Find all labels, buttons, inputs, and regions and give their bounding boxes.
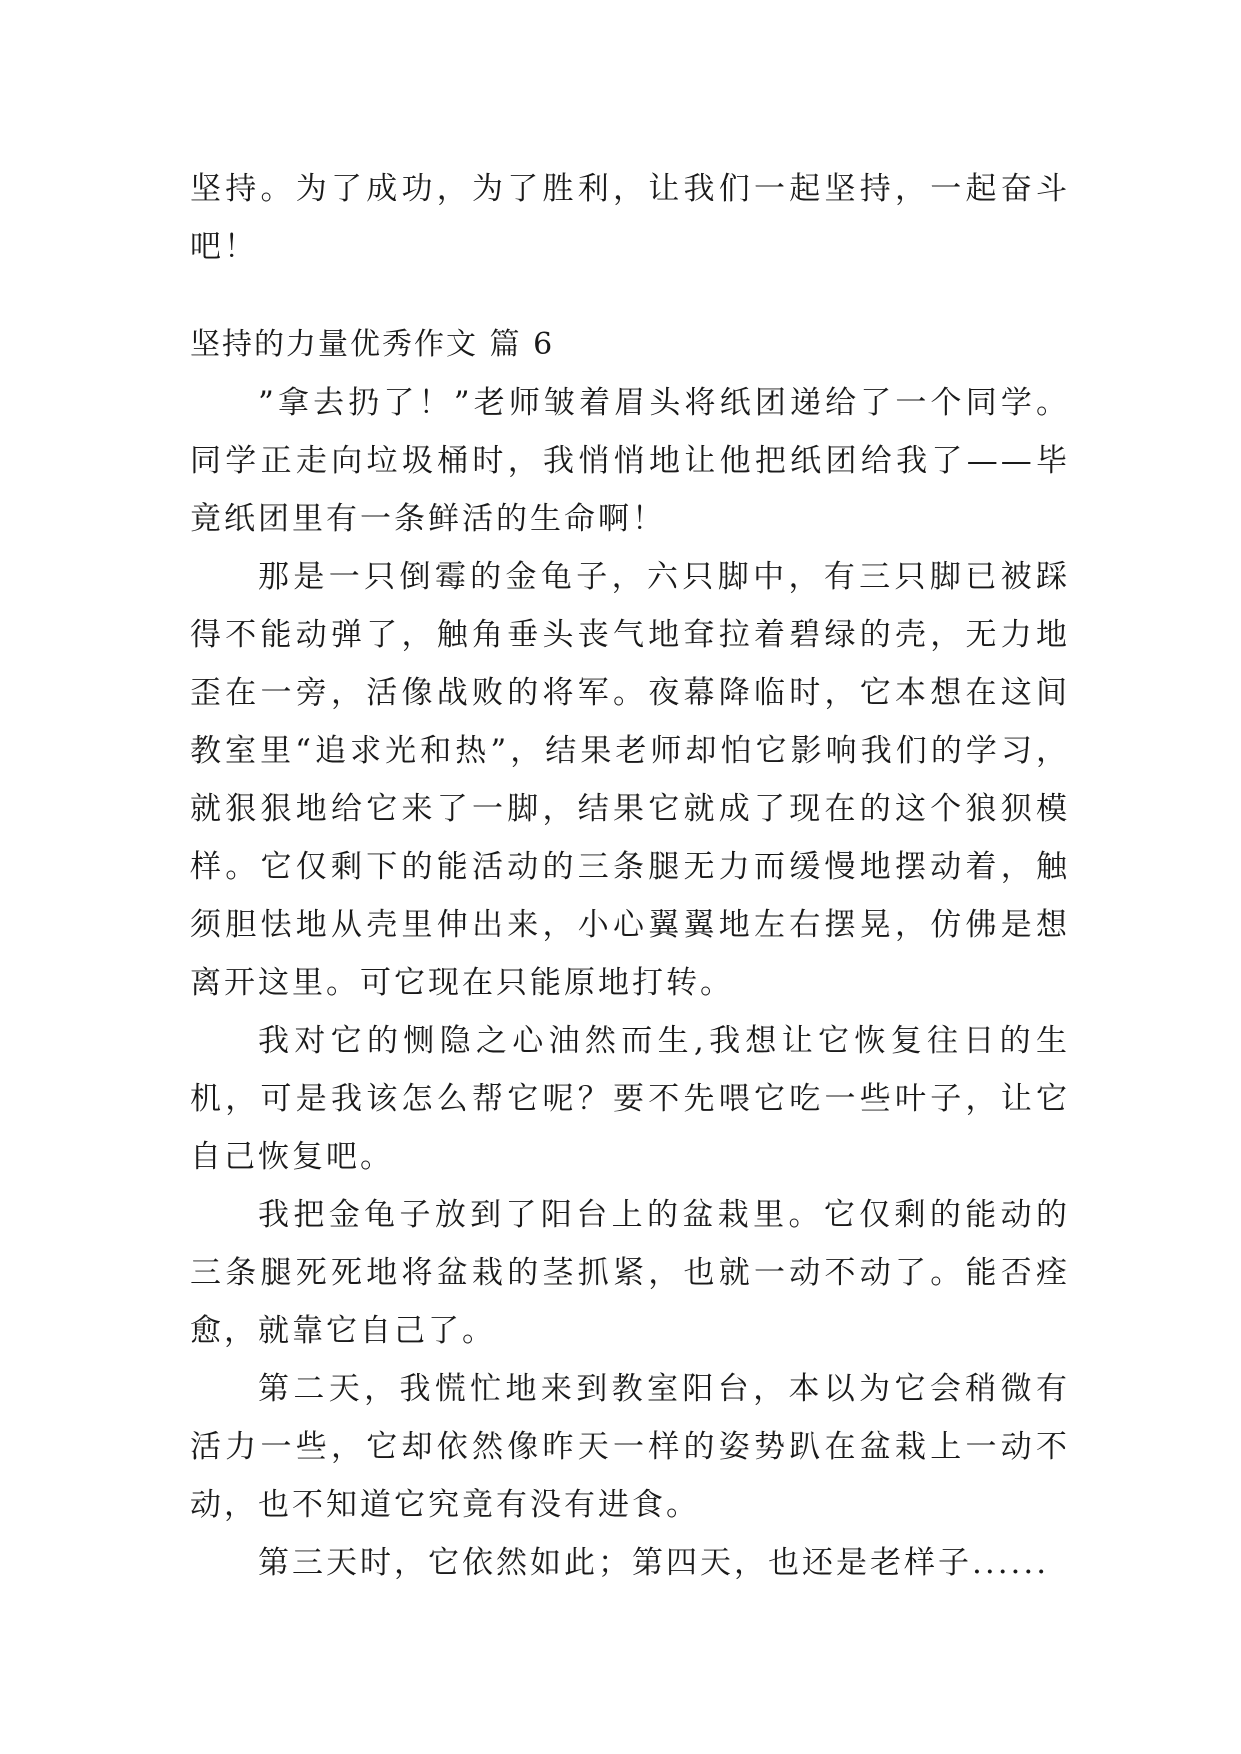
paragraph-4: 我把金龟子放到了阳台上的盆栽里。它仅剩的能动的三条腿死死地将盆栽的茎抓紧，也就一动不动了。能否痊愈，就靠它自己了。 [190, 1197, 1070, 1349]
paragraph-2: 那是一只倒霉的金龟子，六只脚中，有三只脚已被踩得不能动弹了，触角垂头丧气地耷拉着碧绿的壳，无力地歪在一旁，活像战败的将军。夜幕降临时，它本想在这间教室里“追求光和热”，结果老师却怕它影响我们的学习，就狠狠地给它来了一脚，结果它就成了现在的这个狼狈模样。它仅剩下的能活动的三条腿无力而缓慢地摆动着，触须胆怯地从壳里伸出来，小心翼翼地左右摆晃，仿佛是想离开这里。可它现在只能原地打转。 [190, 559, 1070, 1001]
paragraph-6: 第三天时，它依然如此；第四天，也还是老样子...... [258, 1545, 1050, 1581]
document-body [190, 160, 1070, 1592]
section-heading: 坚持的力量优秀作文 篇 6 [190, 327, 555, 362]
paragraph-3: 我对它的恻隐之心油然而生,我想让它恢复往日的生机，可是我该怎么帮它呢？要不先喂它吃一些叶子，让它自己恢复吧。 [190, 1023, 1070, 1175]
paragraph-5: 第二天，我慌忙地来到教室阳台，本以为它会稍微有活力一些，它却依然像昨天一样的姿势趴在盆栽上一动不动，也不知道它究竟有没有进食。 [190, 1371, 1070, 1523]
paragraph-1: ”拿去扔了！”老师皱着眉头将纸团递给了一个同学。同学正走向垃圾桶时，我悄悄地让他把纸团给我了——毕竟纸团里有一条鲜活的生命啊！ [190, 385, 1070, 537]
continuation-paragraph: 坚持。为了成功，为了胜利，让我们一起坚持，一起奋斗吧！ [190, 171, 1070, 265]
